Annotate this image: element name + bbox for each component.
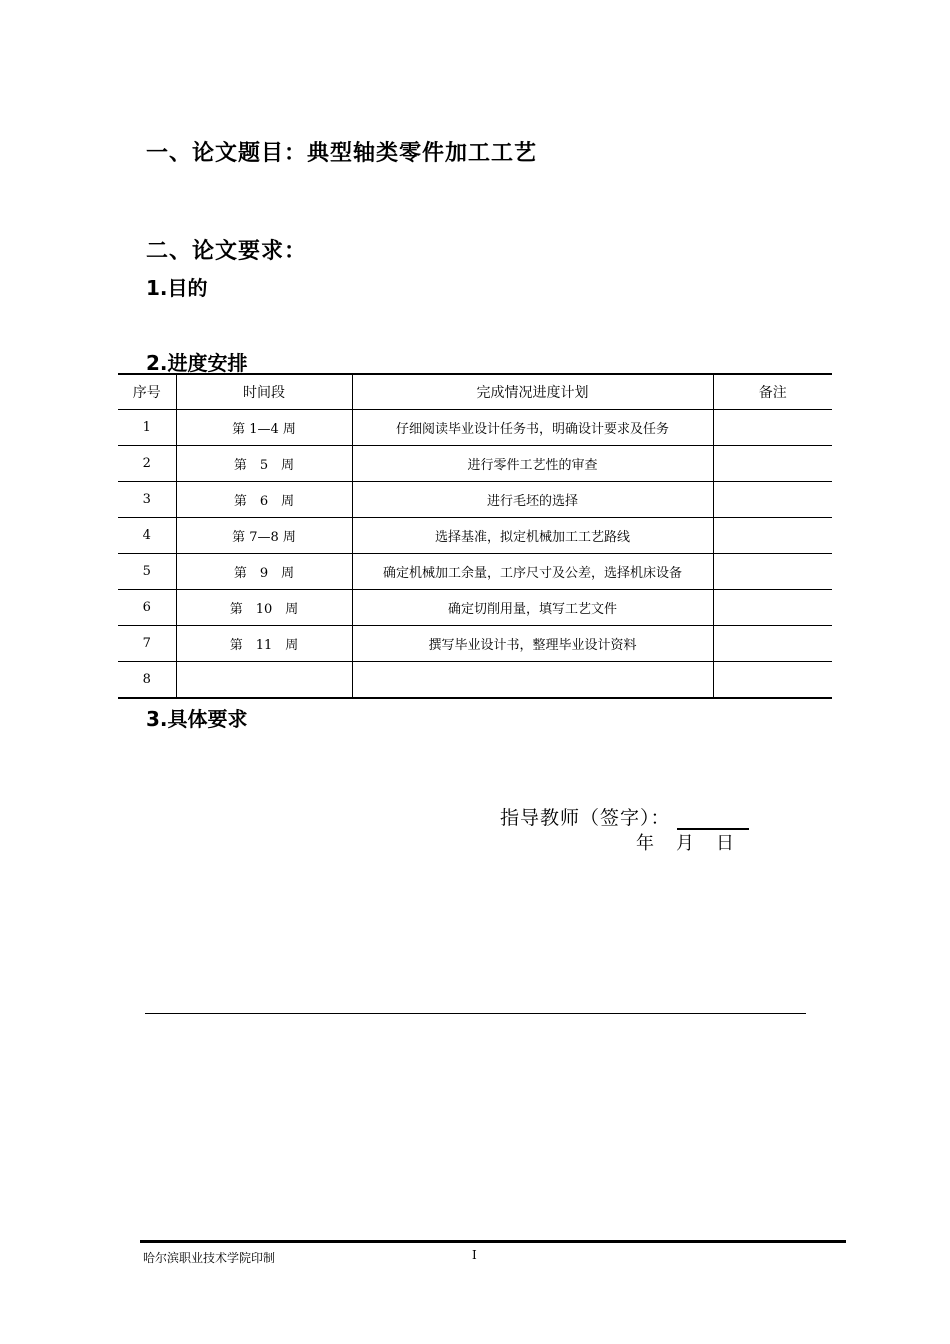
row-note: [713, 410, 832, 446]
purpose-heading: 1.目的: [146, 276, 208, 300]
date-year: 年: [636, 833, 654, 854]
header-note: 备注: [713, 374, 832, 410]
row-note: [713, 518, 832, 554]
signature-line: [677, 808, 749, 830]
row-plan: 进行零件工艺性的审查: [352, 446, 713, 482]
table-row: [118, 626, 832, 662]
row-plan: 选择基准，拟定机械加工工艺路线: [352, 518, 713, 554]
row-note: [713, 446, 832, 482]
row-plan: [352, 662, 713, 699]
row-plan: 确定机械加工余量，工序尺寸及公差，选择机床设备: [352, 554, 713, 590]
schedule-heading: 2.进度安排: [146, 351, 248, 375]
signature-date: [636, 829, 756, 855]
advisor-signature: [500, 803, 749, 830]
row-period: [176, 662, 352, 699]
table-row: [118, 482, 832, 518]
details-heading: 3.具体要求: [146, 707, 248, 731]
header-period: 时间段: [176, 374, 352, 410]
header-no: 序号: [118, 374, 176, 410]
row-note: [713, 662, 832, 699]
divider-line: [145, 1013, 806, 1014]
row-note: [713, 626, 832, 662]
thesis-topic: 一、论文题目：典型轴类零件加工工艺: [146, 141, 538, 166]
row-no: 2: [118, 446, 176, 482]
date-month: 月: [676, 833, 694, 854]
row-no: 1: [118, 410, 176, 446]
row-note: [713, 590, 832, 626]
row-plan: 撰写毕业设计书，整理毕业设计资料: [352, 626, 713, 662]
row-period: 第 7—8 周: [176, 518, 352, 554]
row-period: 第 5 周: [176, 446, 352, 482]
row-plan: 仔细阅读毕业设计任务书，明确设计要求及任务: [352, 410, 713, 446]
requirements-heading: 二、论文要求：: [146, 239, 308, 264]
table-header-row: [118, 374, 832, 410]
row-plan: 确定切削用量，填写工艺文件: [352, 590, 713, 626]
row-no: 8: [118, 662, 176, 699]
table-row: [118, 554, 832, 590]
row-no: 3: [118, 482, 176, 518]
row-no: 7: [118, 626, 176, 662]
row-no: 6: [118, 590, 176, 626]
table-row: [118, 518, 832, 554]
table-row: [118, 590, 832, 626]
advisor-signature-label: 指导教师（签字）：: [500, 807, 671, 829]
row-period: 第 10 周: [176, 590, 352, 626]
row-period: 第 1—4 周: [176, 410, 352, 446]
row-period: 第 9 周: [176, 554, 352, 590]
header-plan: 完成情况进度计划: [352, 374, 713, 410]
row-note: [713, 554, 832, 590]
row-no: 5: [118, 554, 176, 590]
row-note: [713, 482, 832, 518]
table-row: [118, 662, 832, 699]
table-row: [118, 410, 832, 446]
date-day: 日: [716, 833, 734, 854]
row-no: 4: [118, 518, 176, 554]
schedule-table: [118, 373, 832, 699]
page-number: I: [472, 1248, 477, 1262]
table-row: [118, 446, 832, 482]
row-period: 第 6 周: [176, 482, 352, 518]
row-period: 第 11 周: [176, 626, 352, 662]
footer-school: 哈尔滨职业技术学院印制: [143, 1251, 276, 1265]
row-plan: 进行毛坯的选择: [352, 482, 713, 518]
footer-rule: [140, 1240, 846, 1243]
